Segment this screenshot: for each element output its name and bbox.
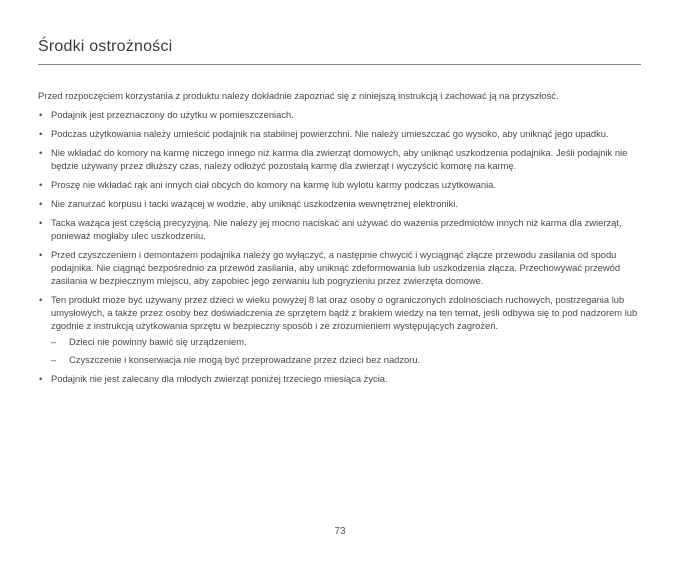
page-number: 73: [334, 526, 346, 537]
list-item: [38, 197, 641, 210]
list-item-text: Podczas użytkowania należy umieścić podajnik na stabilnej powierzchni. Nie należy umieszczać go wysoko, aby uniknąć jego upadku.: [51, 128, 609, 139]
bullet-icon: •: [39, 294, 43, 305]
dash-icon: –: [51, 354, 57, 365]
dash-icon: –: [51, 336, 57, 347]
document-body: [38, 89, 641, 391]
sub-list-item-text: Czyszczenie i konserwacja nie mogą być przeprowadzane przez dzieci bez nadzoru.: [69, 354, 421, 365]
list-item: [38, 293, 641, 366]
bullet-icon: •: [39, 198, 43, 209]
title-divider: [38, 64, 641, 65]
sub-list-item: [51, 335, 641, 348]
bullet-icon: •: [39, 128, 43, 139]
list-item-text: Podajnik nie jest zalecany dla młodych zwierząt poniżej trzeciego miesiąca życia.: [51, 373, 388, 384]
list-item: [38, 216, 641, 242]
list-item-text: Tacka ważąca jest częścią precyzyjną. Nie należy jej mocno naciskać ani używać do ważenia przedmiotów innych niż karma dla zwierząt, ponieważ mogłaby ulec uszkodzeniu.: [51, 217, 622, 241]
children-sublist: [51, 335, 641, 366]
list-item: [38, 372, 641, 385]
list-item-text: Proszę nie wkładać rąk ani innych ciał obcych do komory na karmę lub wylotu karmy podczas użytkowania.: [51, 179, 496, 190]
page-title: Środki ostrożności: [38, 38, 173, 55]
bullet-icon: •: [39, 373, 43, 384]
sub-list-item: [51, 353, 641, 366]
list-item: [38, 248, 641, 287]
bullet-icon: •: [39, 217, 43, 228]
list-item-text: Nie zanurzać korpusu i tacki ważącej w wodzie, aby uniknąć uszkodzenia wewnętrznej elektroniki.: [51, 198, 458, 209]
bullet-icon: •: [39, 249, 43, 260]
list-item-text: Przed czyszczeniem i demontażem podajnika należy go wyłączyć, a następnie chwycić i wyciągnąć złącze przewodu zasilania od spodu podajnika. Nie ciągnąć bezpośrednio za przewód zasilania, aby uniknąć zdeformowania lub uszkodzenia złącza. Przechowywać przewód zasilania w bezpiecznym miejscu, aby zapobiec jego zerwaniu lub pogryzieniu przez zwierzęta domowe.: [51, 249, 621, 286]
sub-list-item-text: Dzieci nie powinny bawić się urządzeniem.: [69, 336, 247, 347]
precautions-list: [38, 108, 641, 385]
list-item: [38, 146, 641, 172]
list-item: [38, 127, 641, 140]
list-item-text: Ten produkt może być używany przez dzieci w wieku powyżej 8 lat oraz osoby o ograniczonych zdolnościach ruchowych, postrzegania lub umysłowych, a także przez osoby bez doświadczenia ze sprzętem bądź z brakiem wiedzy na ten temat, jeśli odbywa się to pod nadzorem lub zgodnie z instrukcją użytkowania sprzętu w bezpieczny sposób i ze zrozumieniem występujących zagrożeń.: [51, 294, 638, 331]
list-item: [38, 108, 641, 121]
list-item-text: Nie wkładać do komory na karmę niczego innego niż karma dla zwierząt domowych, aby uniknąć uszkodzenia podajnika. Jeśli podajnik nie będzie używany przez dłuższy czas, należy odłożyć pozostałą karmę dla zwierząt i wyczyścić komorę na karmę.: [51, 147, 628, 171]
intro-paragraph: Przed rozpoczęciem korzystania z produktu należy dokładnie zapoznać się z niniejszą instrukcją i zachować ją na przyszłość.: [38, 90, 559, 101]
list-item: [38, 178, 641, 191]
list-item-text: Podajnik jest przeznaczony do użytku w pomieszczeniach.: [51, 109, 294, 120]
bullet-icon: •: [39, 179, 43, 190]
bullet-icon: •: [39, 147, 43, 158]
bullet-icon: •: [39, 109, 43, 120]
